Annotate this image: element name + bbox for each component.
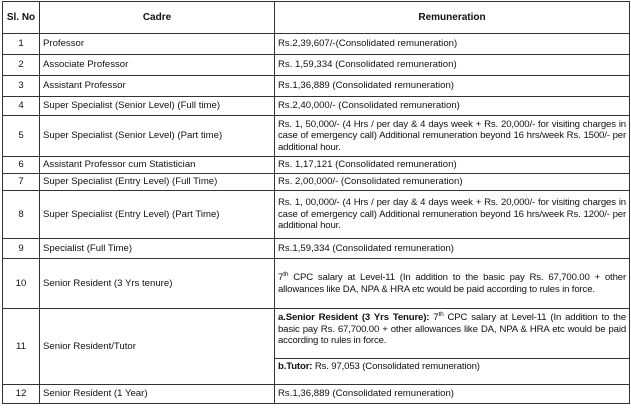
- sl-no: 9: [3, 239, 40, 259]
- cadre: Super Specialist (Senior Level) (Part time): [40, 116, 275, 157]
- sub-item-senior-resident: [275, 310, 629, 358]
- header-sl-no: Sl. No: [3, 2, 40, 34]
- table-row: [3, 116, 630, 157]
- remuneration: Rs.2,40,000/- (Consolidated remuneration): [275, 97, 630, 116]
- header-row: [3, 2, 630, 34]
- sl-no: 5: [3, 116, 40, 157]
- sl-no: 3: [3, 76, 40, 97]
- table-row: [3, 97, 630, 116]
- remuneration: Rs. 1, 00,000/- (4 Hrs / per day & 4 days week + Rs. 20,000/- for visiting charges in case of emergency call) Additional remuneration beyond 16 hrs/week Rs. 1200/- per additional hour.: [275, 191, 630, 239]
- remuneration: Rs.1,36,889 (Consolidated remuneration): [275, 76, 630, 97]
- remuneration-text: CPC salary at Level-11 (In addition to the basic pay Rs. 67,700.00 + other allowances like DA, NPA & HRA etc would be paid according to rules in force.: [278, 312, 626, 347]
- sl-no: 10: [3, 259, 40, 309]
- table-row: [3, 157, 630, 174]
- remuneration-prefix: 7: [429, 312, 439, 323]
- remuneration: Rs.2,39,607/-(Consolidated remuneration): [275, 34, 630, 55]
- remuneration-table: [2, 1, 630, 404]
- sl-no: 1: [3, 34, 40, 55]
- sl-no: 8: [3, 191, 40, 239]
- remuneration: Rs. 1,17,121 (Consolidated remuneration): [275, 157, 630, 174]
- cadre: Assistant Professor cum Statistician: [40, 157, 275, 174]
- ordinal-suffix: th: [283, 270, 289, 278]
- cadre: Associate Professor: [40, 55, 275, 76]
- cadre: Super Specialist (Senior Level) (Full time): [40, 97, 275, 116]
- cadre: Super Specialist (Entry Level) (Full Time): [40, 174, 275, 191]
- cadre: Specialist (Full Time): [40, 239, 275, 259]
- table-row: [3, 385, 630, 404]
- sl-no: 12: [3, 385, 40, 404]
- cadre: Senior Resident/Tutor: [40, 309, 275, 385]
- ordinal-suffix: th: [438, 310, 444, 318]
- table-row: [3, 259, 630, 309]
- table-row: [3, 76, 630, 97]
- remuneration: Rs.1,36,889 (Consolidated remuneration): [275, 385, 630, 404]
- table-row: [3, 239, 630, 259]
- cadre: Assistant Professor: [40, 76, 275, 97]
- table-row: [3, 174, 630, 191]
- sl-no: 2: [3, 55, 40, 76]
- sl-no: 4: [3, 97, 40, 116]
- remuneration: Rs. 1, 50,000/- (4 Hrs / per day & 4 days week + Rs. 20,000/- for visiting charges in case of emergency call) Additional remuneration beyond 16 hrs/week Rs. 1500/- per additional hour.: [275, 116, 630, 157]
- sl-no: 7: [3, 174, 40, 191]
- remuneration: [275, 309, 630, 385]
- header-remuneration: Remuneration: [275, 2, 630, 34]
- sl-no: 6: [3, 157, 40, 174]
- remuneration: Rs. 1,59,334 (Consolidated remuneration): [275, 55, 630, 76]
- remuneration-prefix: 7: [278, 271, 284, 283]
- sl-no: 11: [3, 309, 40, 385]
- cadre: Super Specialist (Entry Level) (Part Time): [40, 191, 275, 239]
- sub-item-tutor: [275, 358, 629, 383]
- table-row: [3, 34, 630, 55]
- table-row: [3, 191, 630, 239]
- table-row: [3, 55, 630, 76]
- cadre: Senior Resident (3 Yrs tenure): [40, 259, 275, 309]
- sub-item-label: a.Senior Resident (3 Yrs Tenure):: [278, 312, 430, 323]
- cadre: Senior Resident (1 Year): [40, 385, 275, 404]
- cadre: Professor: [40, 34, 275, 55]
- remuneration-text: CPC salary at Level-11 (In addition to the basic pay Rs. 67,700.00 + other allowances like DA, NPA & HRA etc would be paid according to rules in force.: [278, 271, 626, 295]
- header-cadre: Cadre: [40, 2, 275, 34]
- remuneration: Rs. 2,00,000/- (Consolidated remuneration): [275, 174, 630, 191]
- remuneration-text: Rs. 97,053 (Consolidated remuneration): [312, 361, 480, 372]
- sub-item-label: b.Tutor:: [278, 361, 313, 372]
- table-row: [3, 309, 630, 385]
- remuneration: Rs.1,59,334 (Consolidated remuneration): [275, 239, 630, 259]
- remuneration: [275, 259, 630, 309]
